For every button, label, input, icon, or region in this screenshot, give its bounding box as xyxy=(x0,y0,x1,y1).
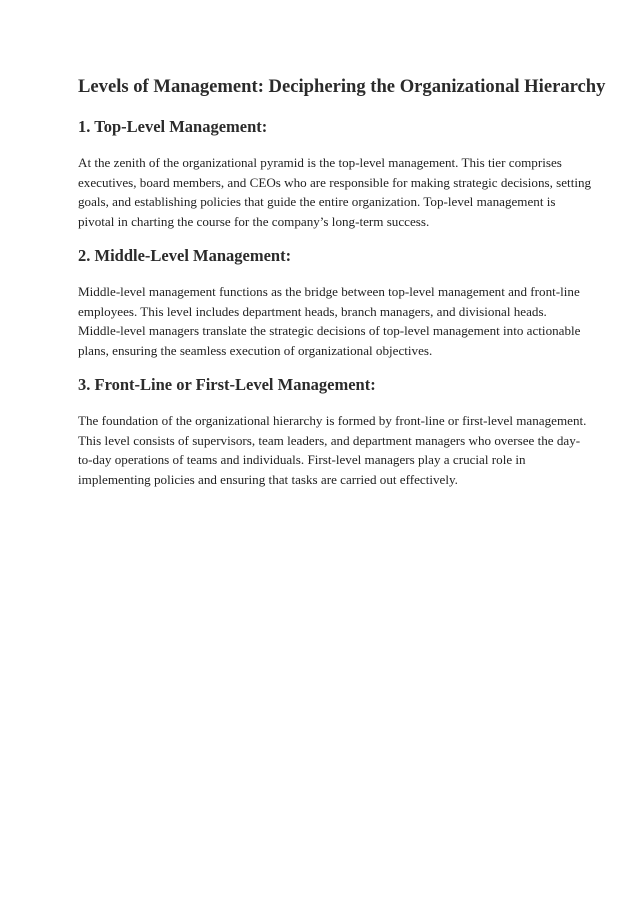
paragraph-line: executives, board members, and CEOs who are responsible for making strategic decisions, setting xyxy=(78,174,592,190)
section-paragraph xyxy=(78,411,587,489)
section-paragraph xyxy=(78,153,592,231)
section-heading: 3. Front-Line or First-Level Management: xyxy=(78,375,376,394)
section-heading: 1. Top-Level Management: xyxy=(78,117,268,136)
paragraph-line: This level consists of supervisors, team leaders, and department managers who oversee the day- xyxy=(78,432,581,448)
section-paragraph xyxy=(78,282,581,360)
paragraph-line: Middle-level management functions as the bridge between top-level management and front-line xyxy=(78,284,580,299)
section-heading: 2. Middle-Level Management: xyxy=(78,246,292,265)
section-top-level-management xyxy=(78,115,592,231)
document-title: Levels of Management: Deciphering the Organizational Hierarchy xyxy=(78,76,606,97)
paragraph-line: The foundation of the organizational hierarchy is formed by front-line or first-level management. xyxy=(78,413,587,428)
paragraph-line: goals, and establishing policies that guide the entire organization. Top-level management is xyxy=(78,194,556,209)
paragraph-line: pivotal in charting the course for the company’s long-term success. xyxy=(78,213,430,229)
section-middle-level-management xyxy=(78,244,581,360)
paragraph-line: implementing policies and ensuring that tasks are carried out effectively. xyxy=(78,471,458,487)
paragraph-line: to-day operations of teams and individuals. First-level managers play a crucial role in xyxy=(78,452,526,467)
section-front-line-management xyxy=(78,373,587,489)
paragraph-line: At the zenith of the organizational pyramid is the top-level management. This tier comprises xyxy=(78,155,562,170)
paragraph-line: plans, ensuring the seamless execution of organizational objectives. xyxy=(78,342,433,358)
document-content xyxy=(78,74,606,502)
paragraph-line: employees. This level includes department heads, branch managers, and divisional heads. xyxy=(78,303,547,319)
paragraph-line: Middle-level managers translate the strategic decisions of top-level management into actionable xyxy=(78,323,581,338)
